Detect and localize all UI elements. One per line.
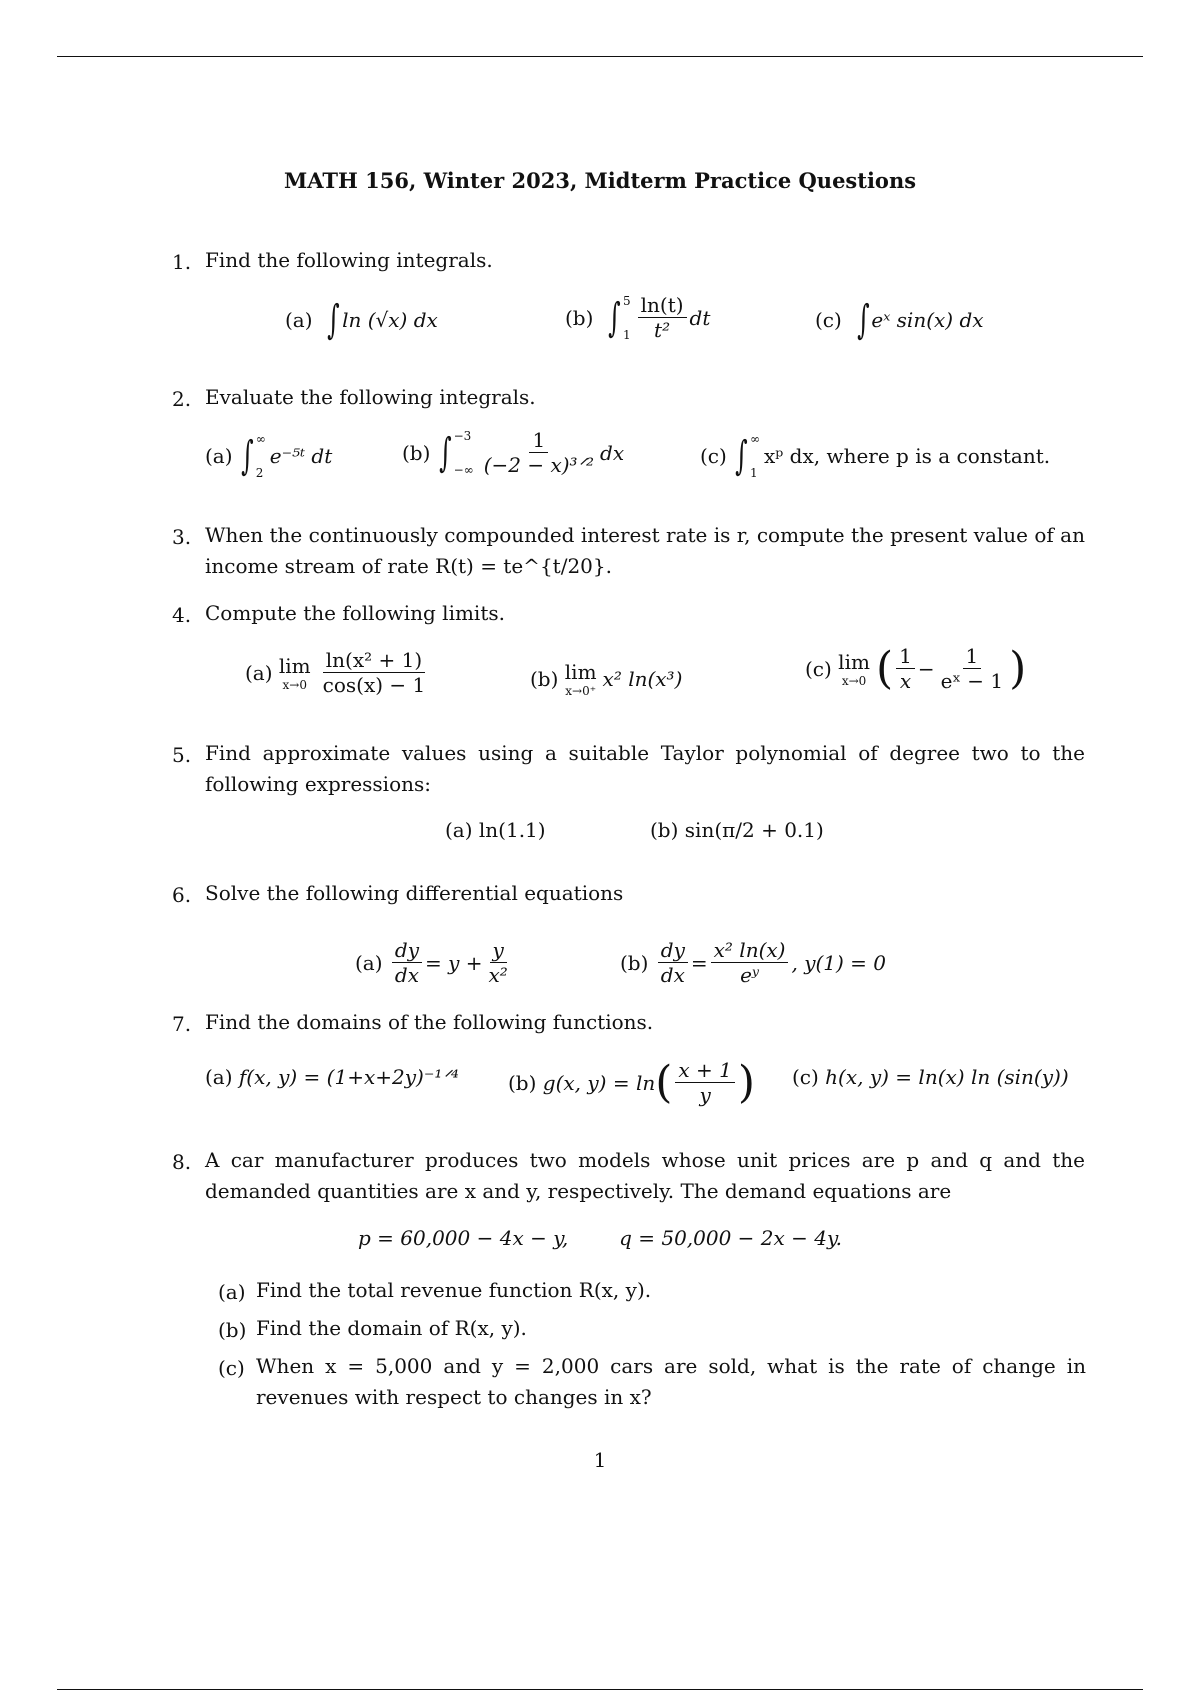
q6-text: Solve the following differential equations — [205, 881, 624, 905]
q2-b-label: (b) — [402, 440, 431, 465]
q1-b-limits: 5 1 — [622, 293, 631, 342]
q5-a-expr: ln(1.1) — [478, 818, 546, 842]
q7-b — [508, 1058, 755, 1107]
q8-demand-equations — [0, 1226, 1200, 1250]
q8-a-text: Find the total revenue function R(x, y). — [256, 1278, 652, 1302]
q4-c-minus: − — [917, 656, 935, 681]
q6-b — [620, 938, 886, 987]
q4-c-label: (c) — [805, 656, 832, 681]
q4-number: 4. — [172, 603, 192, 627]
q1-a-expr: ln (√x) dx — [342, 308, 438, 332]
q5-text: Find approximate values using a suitable Taylor polynomial of degree two to the following expressions: — [205, 741, 1085, 796]
q4-c-lim: lim x→0 — [838, 649, 870, 688]
q6-a-derivative: $\frac{dy}{dx}$ — [392, 938, 422, 987]
q8-c-label: (c) — [218, 1356, 245, 1380]
q8-b-text: Find the domain of R(x, y). — [256, 1316, 527, 1340]
q4-a-label: (a) — [245, 660, 273, 685]
q2-c-label: (c) — [700, 444, 727, 468]
q2-b — [402, 428, 624, 477]
q5-a-label: (a) — [445, 818, 473, 842]
q8-a-label: (a) — [218, 1280, 246, 1304]
q6-number: 6. — [172, 883, 192, 907]
q3-number: 3. — [172, 525, 192, 549]
page-number: 1 — [593, 1448, 607, 1472]
integral-sign: ∫ — [735, 433, 748, 479]
q4-b — [530, 660, 682, 698]
page-title: MATH 156, Winter 2023, Midterm Practice Questions — [283, 168, 917, 193]
q7-a-expr: f(x, y) = (1+x+2y)⁻¹ᐟ⁴ — [238, 1065, 459, 1089]
q1-c-expr: eˣ sin(x) dx — [871, 308, 984, 332]
q7-a-label: (a) — [205, 1065, 233, 1089]
q4-b-label: (b) — [530, 667, 559, 691]
integral-sign: ∫ — [241, 433, 254, 479]
q2-c — [700, 432, 1050, 480]
q6-b-label: (b) — [620, 950, 649, 975]
q8-b-label: (b) — [218, 1318, 247, 1342]
q3-text: When the continuously compounded interest rate is r, compute the present value of an income stream of rate R(t) = te^{t/20}. — [205, 523, 1085, 578]
q6-a-rhs: = y + — [425, 950, 483, 975]
integral-sign: ∫ — [438, 429, 452, 476]
q4-a — [245, 648, 431, 697]
q1-b-label: (b) — [565, 305, 594, 330]
integral-sign: ∫ — [608, 294, 621, 341]
q1-b-dt: dt — [689, 305, 711, 330]
right-paren: ) — [737, 1056, 756, 1108]
q6-b-equals: = — [690, 950, 708, 975]
q4-b-expr: x² ln(x³) — [602, 667, 683, 691]
q5-b-label: (b) — [650, 818, 679, 842]
q6-b-fraction: $\frac{\text{x² ln(x)}}{\text{eʸ}}$ — [711, 938, 789, 987]
q1-a-label: (a) — [285, 308, 313, 332]
left-paren: ( — [875, 642, 894, 694]
q1-b — [565, 293, 710, 342]
q4-text: Compute the following limits. — [205, 601, 505, 625]
q5-a — [445, 818, 546, 842]
integral-sign: ∫ — [327, 297, 340, 343]
q2-c-limits: ∞ 1 — [750, 432, 761, 480]
q1-text: Find the following integrals. — [205, 248, 493, 272]
q1-c — [815, 297, 984, 343]
q7-b-fraction: $\frac{x + 1}{y}$ — [675, 1058, 734, 1107]
q2-b-limits: −3 −∞ — [453, 428, 474, 477]
q7-c — [792, 1065, 1069, 1089]
q2-b-dx: dx — [600, 440, 625, 465]
q7-number: 7. — [172, 1012, 192, 1036]
q6-b-derivative: $\frac{dy}{dx}$ — [658, 938, 688, 987]
q5-number: 5. — [172, 743, 192, 767]
q4-b-lim: lim x→0⁺ — [564, 660, 597, 698]
q2-text: Evaluate the following integrals. — [205, 385, 536, 409]
q4-a-fraction: $\frac{\text{ln(x² + 1)}}{\cos(x) - 1}$ — [322, 648, 426, 697]
q6-a-label: (a) — [355, 950, 383, 975]
q5-b — [650, 818, 824, 842]
q1-number: 1. — [172, 250, 192, 274]
q7-text: Find the domains of the following functions. — [205, 1010, 654, 1034]
q2-a-expr: e⁻⁵ᵗ dt — [269, 444, 333, 468]
q6-a — [355, 938, 514, 987]
q8-c-text: When x = 5,000 and y = 2,000 cars are sold, what is the rate of change in revenues with respect to changes in x? — [256, 1354, 1086, 1409]
q8-text: A car manufacturer produces two models whose unit prices are p and q and the demanded quantities are x and y, respectively. The demand equations are — [205, 1148, 1085, 1203]
q2-b-fraction: $\frac{1}{\text{(−2 − x)³ᐟ²}}$ — [483, 428, 595, 477]
q1-a — [285, 297, 438, 343]
q7-a — [205, 1065, 459, 1089]
q4-c — [805, 644, 1026, 693]
q8-eq: p = 60,000 − 4x − y, q = 50,000 − 2x − 4y. — [358, 1226, 842, 1250]
q2-c-expr: xᵖ dx, where p is a constant. — [764, 444, 1051, 468]
q4-c-fraction1: $\frac{1}{x}$ — [896, 644, 915, 693]
integral-sign: ∫ — [856, 297, 870, 343]
q2-number: 2. — [172, 387, 192, 411]
q5-b-expr: sin(π/2 + 0.1) — [684, 818, 824, 842]
left-paren: ( — [655, 1056, 673, 1108]
q4-a-lim: lim x→0 — [278, 653, 311, 692]
q6-a-fraction: $\frac{y}{\text{x²}}$ — [488, 938, 508, 987]
right-paren: ) — [1009, 642, 1027, 694]
q7-c-label: (c) — [792, 1065, 819, 1089]
q7-c-expr: h(x, y) = ln(x) ln (sin(y)) — [825, 1065, 1069, 1089]
q7-b-label: (b) — [508, 1070, 537, 1095]
q7-b-lhs: g(x, y) = ln — [542, 1070, 656, 1095]
q2-a — [205, 432, 332, 480]
q8-number: 8. — [172, 1150, 192, 1174]
q1-b-fraction: $\frac{\ln(t)}{\text{t²}}$ — [638, 293, 687, 342]
q6-b-condition: , y(1) = 0 — [791, 950, 887, 975]
q2-a-label: (a) — [205, 444, 233, 468]
bottom-rule — [57, 1689, 1143, 1690]
q2-a-limits: ∞ 2 — [255, 432, 266, 480]
q1-c-label: (c) — [815, 308, 842, 332]
top-rule — [57, 56, 1143, 57]
q4-c-fraction2: $\frac{1}{\text{eˣ − 1}}$ — [940, 644, 1004, 693]
